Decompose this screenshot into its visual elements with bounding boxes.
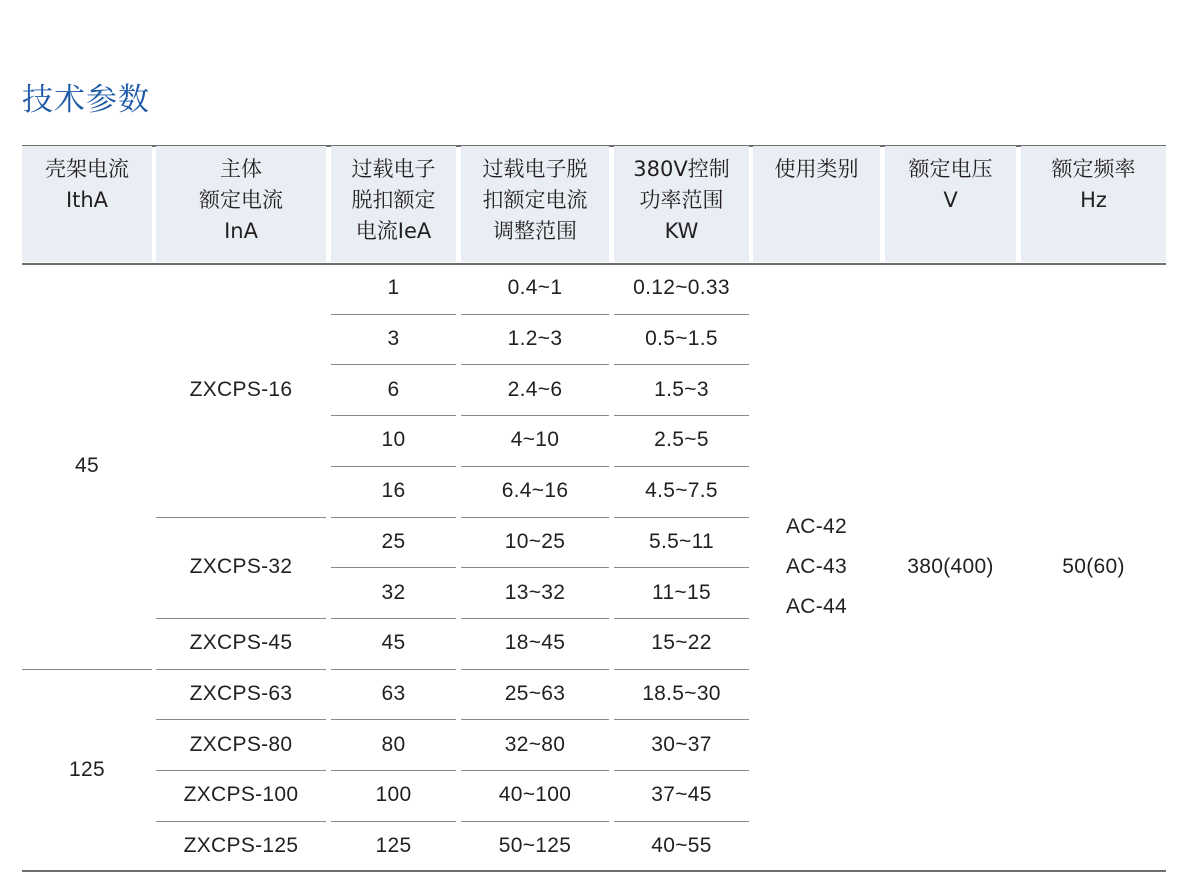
rated-voltage-cell: 380(400) — [907, 555, 994, 579]
model-cell: ZXCPS-16 — [189, 377, 293, 401]
power-range-cell: 18.5~30 — [642, 681, 721, 705]
frame-current-cell: 45 — [75, 453, 99, 477]
header-text: 调整范围 — [493, 219, 577, 243]
adjust-range-cell: 32~80 — [504, 732, 566, 756]
rated-current-ie-cell: 10 — [381, 428, 406, 452]
adjust-range-cell: 40~100 — [498, 783, 572, 807]
header-text: 额定频率 — [1051, 157, 1136, 181]
header-rated-voltage — [885, 146, 1016, 262]
power-range-cell: 0.5~1.5 — [645, 327, 718, 351]
header-control-power-range — [614, 146, 749, 262]
header-frame-current — [22, 146, 152, 262]
header-text: InA — [224, 219, 258, 243]
model-cell: ZXCPS-63 — [189, 681, 293, 705]
power-range-cell: 37~45 — [651, 783, 712, 807]
header-text: 额定电压 — [908, 157, 993, 181]
rated-current-ie-cell: 125 — [375, 834, 412, 858]
power-range-cell: 2.5~5 — [654, 428, 709, 452]
power-range-cell: 5.5~11 — [648, 529, 715, 553]
use-category-cell — [753, 263, 880, 871]
header-use-category — [753, 146, 880, 262]
header-text: 使用类别 — [774, 157, 859, 181]
header-text: 主体 — [220, 157, 262, 181]
power-range-cell: 4.5~7.5 — [645, 479, 718, 503]
use-category-value: AC-43 — [785, 555, 848, 579]
power-range-cell: 11~15 — [652, 580, 711, 604]
header-text: 电流IeA — [355, 219, 432, 243]
model-cell: ZXCPS-125 — [183, 834, 299, 858]
model-cell: ZXCPS-100 — [183, 783, 299, 807]
power-range-cell: 15~22 — [651, 631, 712, 655]
header-text: 功率范围 — [639, 188, 724, 212]
adjust-range-cell: 13~32 — [504, 580, 566, 604]
rated-current-ie-cell: 6 — [387, 377, 400, 401]
adjust-range-cell: 25~63 — [504, 681, 566, 705]
rated-current-ie-cell: 16 — [381, 479, 406, 503]
use-category-value: AC-42 — [785, 515, 848, 539]
rated-current-ie-cell: 45 — [381, 631, 406, 655]
adjust-range-cell: 2.4~6 — [507, 377, 563, 401]
header-rated-frequency — [1021, 146, 1166, 262]
header-text: IthA — [65, 188, 109, 212]
page-title: 技术参数 — [22, 82, 150, 118]
adjust-range-cell: 6.4~16 — [501, 479, 569, 503]
adjust-range-cell: 0.4~1 — [507, 276, 563, 300]
header-text: KW — [664, 219, 699, 243]
power-range-cell: 30~37 — [651, 732, 712, 756]
header-overload-rated-current — [331, 146, 456, 262]
header-text: 380V控制 — [633, 157, 730, 181]
header-text: 额定电流 — [199, 188, 283, 212]
model-cell: ZXCPS-45 — [189, 631, 293, 655]
rated-current-ie-cell: 1 — [387, 276, 400, 300]
adjust-range-cell: 10~25 — [504, 529, 566, 553]
header-text: 扣额定电流 — [482, 188, 588, 212]
header-text: 壳架电流 — [45, 157, 129, 181]
header-text: Hz — [1080, 188, 1107, 212]
power-range-cell: 0.12~0.33 — [633, 276, 730, 300]
adjust-range-cell: 4~10 — [510, 428, 560, 452]
frame-current-cell: 125 — [69, 757, 105, 781]
header-text: V — [943, 188, 958, 212]
header-overload-adjust-range — [461, 146, 609, 262]
use-category-value: AC-44 — [785, 595, 848, 619]
power-range-cell: 40~55 — [651, 834, 712, 858]
header-text: 过载电子脱 — [482, 157, 588, 181]
adjust-range-cell: 50~125 — [498, 834, 572, 858]
model-cell: ZXCPS-80 — [189, 732, 293, 756]
rated-current-ie-cell: 25 — [381, 529, 406, 553]
rated-current-ie-cell: 3 — [387, 327, 400, 351]
adjust-range-cell: 18~45 — [504, 631, 566, 655]
adjust-range-cell: 1.2~3 — [507, 327, 563, 351]
model-cell: ZXCPS-32 — [189, 555, 293, 579]
rated-current-ie-cell: 80 — [381, 732, 406, 756]
header-body-rated-current — [156, 146, 326, 262]
rated-current-ie-cell: 100 — [375, 783, 412, 807]
power-range-cell: 1.5~3 — [654, 377, 709, 401]
rated-current-ie-cell: 63 — [381, 681, 406, 705]
rated-frequency-cell: 50(60) — [1062, 555, 1125, 579]
header-text: 过载电子 — [351, 157, 436, 181]
header-text: 脱扣额定 — [351, 188, 436, 212]
rated-current-ie-cell: 32 — [381, 580, 406, 604]
